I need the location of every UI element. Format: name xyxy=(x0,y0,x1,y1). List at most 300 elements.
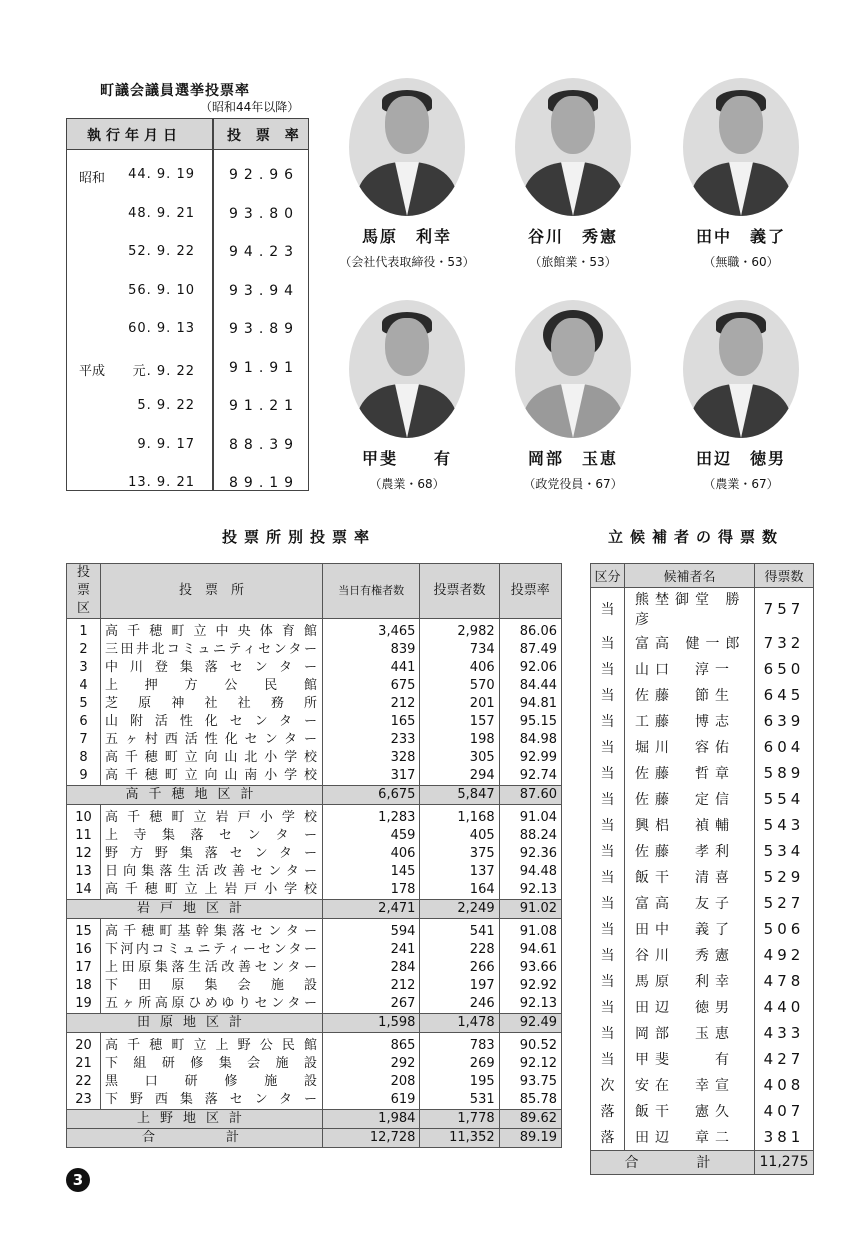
turnout-rate: 92.74 xyxy=(499,767,561,786)
voter-count: 305 xyxy=(420,749,499,767)
district-number: 13 xyxy=(67,863,101,881)
portrait-card xyxy=(498,300,648,492)
district-subtotal-label: 岩戸地区計 xyxy=(67,900,323,919)
turnout-rate: 93.94 xyxy=(229,282,300,299)
candidate-name: 富高 友子 xyxy=(625,890,755,916)
eligible-count: 241 xyxy=(323,941,420,959)
polling-place: 高千穂町立向山南小学校 xyxy=(101,767,323,786)
subtotal-rate: 92.49 xyxy=(499,1014,561,1033)
subtotal-rate: 87.60 xyxy=(499,786,561,805)
polling-place: 日向集落生活改善センター xyxy=(101,863,323,881)
candidate-name: 田辺 徳男 xyxy=(625,994,755,1020)
col-rate-header: 投 票 率 xyxy=(227,128,304,144)
candidate-votes: 639 xyxy=(755,708,814,734)
polling-place: 山附活性化センター xyxy=(101,713,323,731)
turnout-row xyxy=(67,398,308,418)
candidate-row xyxy=(591,994,814,1020)
turnout-date: 56. 9. 10 xyxy=(128,282,195,298)
voter-count: 541 xyxy=(420,919,499,942)
polling-place: 三田井北コミュニティセンター xyxy=(101,641,323,659)
voter-count: 198 xyxy=(420,731,499,749)
polling-row xyxy=(67,977,562,995)
polling-row xyxy=(67,805,562,828)
turnout-date: 5. 9. 22 xyxy=(137,398,195,413)
polling-row xyxy=(67,1073,562,1091)
candidate-row xyxy=(591,916,814,942)
election-result: 当 xyxy=(591,994,625,1020)
portrait-info: （会社代表取締役・53） xyxy=(339,255,475,269)
polling-row xyxy=(67,919,562,942)
polling-total-row xyxy=(67,1129,562,1148)
candidate-name: 岡部 玉恵 xyxy=(625,1020,755,1046)
col-eligible: 当日有権者数 xyxy=(323,564,420,619)
eligible-count: 839 xyxy=(323,641,420,659)
polling-place: 芝原神社社務所 xyxy=(101,695,323,713)
portrait-name: 田中 義了 xyxy=(695,227,786,246)
turnout-rate: 93.75 xyxy=(499,1073,561,1091)
portrait-card xyxy=(332,78,482,270)
turnout-rate: 85.78 xyxy=(499,1091,561,1110)
polling-place: 下野西集落センター xyxy=(101,1091,323,1110)
polling-row xyxy=(67,731,562,749)
col-voters: 投票者数 xyxy=(420,564,499,619)
candidate-name: 安在 幸宣 xyxy=(625,1072,755,1098)
subtotal-eligible: 1,598 xyxy=(323,1014,420,1033)
election-result: 次 xyxy=(591,1072,625,1098)
candidate-votes: 492 xyxy=(755,942,814,968)
candidate-votes: 589 xyxy=(755,760,814,786)
portrait-info: （農業・68） xyxy=(369,477,445,491)
district-number: 12 xyxy=(67,845,101,863)
col-votes: 得票数 xyxy=(755,564,814,588)
turnout-rate: 91.08 xyxy=(499,919,561,942)
portrait-photo xyxy=(683,300,799,438)
turnout-rate: 92.36 xyxy=(499,845,561,863)
subtotal-eligible: 6,675 xyxy=(323,786,420,805)
turnout-rate: 89.19 xyxy=(229,475,300,491)
page-number: 3 xyxy=(66,1168,90,1192)
polling-row xyxy=(67,677,562,695)
polling-place: 黒口研修施設 xyxy=(101,1073,323,1091)
candidate-votes: 543 xyxy=(755,812,814,838)
turnout-rate: 94.61 xyxy=(499,941,561,959)
turnout-rate: 94.81 xyxy=(499,695,561,713)
voter-count: 1,168 xyxy=(420,805,499,828)
turnout-row xyxy=(67,360,308,380)
portrait-card xyxy=(332,300,482,492)
polling-row xyxy=(67,619,562,642)
eligible-count: 145 xyxy=(323,863,420,881)
turnout-row xyxy=(67,167,308,187)
portrait-info: （旅館業・53） xyxy=(529,255,617,269)
candidate-name: 堀川 容佑 xyxy=(625,734,755,760)
polling-row xyxy=(67,767,562,786)
election-result: 当 xyxy=(591,942,625,968)
voter-count: 137 xyxy=(420,863,499,881)
turnout-date: 13. 9. 21 xyxy=(128,475,195,490)
district-number: 18 xyxy=(67,977,101,995)
district-number: 1 xyxy=(67,619,101,642)
candidate-votes: 478 xyxy=(755,968,814,994)
district-subtotal-label: 田原地区計 xyxy=(67,1014,323,1033)
district-subtotal-row xyxy=(67,900,562,919)
voter-count: 269 xyxy=(420,1055,499,1073)
eligible-count: 406 xyxy=(323,845,420,863)
polling-row xyxy=(67,659,562,677)
district-number: 5 xyxy=(67,695,101,713)
candidate-votes-table xyxy=(590,563,814,1175)
turnout-row xyxy=(67,244,308,264)
total-eligible: 12,728 xyxy=(323,1129,420,1148)
voter-count: 531 xyxy=(420,1091,499,1110)
candidate-name: 甲斐 有 xyxy=(625,1046,755,1072)
turnout-history-subtitle: （昭和44年以降） xyxy=(200,100,300,114)
eligible-count: 619 xyxy=(323,1091,420,1110)
candidate-votes: 433 xyxy=(755,1020,814,1046)
district-subtotal-label: 上野地区計 xyxy=(67,1110,323,1129)
subtotal-eligible: 1,984 xyxy=(323,1110,420,1129)
voter-count: 783 xyxy=(420,1033,499,1056)
polling-row xyxy=(67,695,562,713)
election-result: 当 xyxy=(591,838,625,864)
district-number: 15 xyxy=(67,919,101,942)
candidate-row xyxy=(591,656,814,682)
candidate-name: 佐藤 哲章 xyxy=(625,760,755,786)
voter-count: 195 xyxy=(420,1073,499,1091)
portrait-card xyxy=(666,78,816,270)
district-number: 7 xyxy=(67,731,101,749)
polling-place: 上田原集落生活改善センター xyxy=(101,959,323,977)
turnout-row xyxy=(67,475,308,495)
candidate-name: 興梠 禎輔 xyxy=(625,812,755,838)
turnout-rate: 92.13 xyxy=(499,881,561,900)
total-rate: 89.19 xyxy=(499,1129,561,1148)
candidate-votes: 527 xyxy=(755,890,814,916)
portrait-name: 岡部 玉恵 xyxy=(527,449,618,468)
turnout-history-table xyxy=(66,118,309,491)
portrait-name: 馬原 利幸 xyxy=(361,227,452,246)
candidate-votes: 757 xyxy=(755,588,814,631)
eligible-count: 675 xyxy=(323,677,420,695)
turnout-rate: 92.92 xyxy=(499,977,561,995)
voter-count: 197 xyxy=(420,977,499,995)
voter-count: 246 xyxy=(420,995,499,1014)
eligible-count: 865 xyxy=(323,1033,420,1056)
portrait-info: （無職・60） xyxy=(703,255,779,269)
election-result: 落 xyxy=(591,1124,625,1150)
candidate-votes: 408 xyxy=(755,1072,814,1098)
col-district: 投票区 xyxy=(67,564,101,619)
portrait-card xyxy=(498,78,648,270)
eligible-count: 317 xyxy=(323,767,420,786)
candidate-row xyxy=(591,708,814,734)
portrait-name: 谷川 秀憲 xyxy=(527,227,618,246)
polling-row xyxy=(67,995,562,1014)
candidate-row xyxy=(591,1124,814,1150)
eligible-count: 267 xyxy=(323,995,420,1014)
candidate-name: 田辺 章二 xyxy=(625,1124,755,1150)
district-number: 20 xyxy=(67,1033,101,1056)
election-result: 当 xyxy=(591,630,625,656)
subtotal-rate: 89.62 xyxy=(499,1110,561,1129)
voter-count: 405 xyxy=(420,827,499,845)
candidate-row xyxy=(591,812,814,838)
turnout-rate: 91.21 xyxy=(229,398,300,414)
portrait-info: （政党役員・67） xyxy=(523,477,623,491)
district-number: 10 xyxy=(67,805,101,828)
election-result: 当 xyxy=(591,864,625,890)
candidate-votes: 554 xyxy=(755,786,814,812)
turnout-date: 60. 9. 13 xyxy=(128,321,195,336)
district-number: 19 xyxy=(67,995,101,1014)
candidate-name: 飯干 清喜 xyxy=(625,864,755,890)
candidate-votes: 732 xyxy=(755,630,814,656)
turnout-rate: 92.06 xyxy=(499,659,561,677)
portrait-photo xyxy=(349,78,465,216)
turnout-date: 52. 9. 22 xyxy=(128,244,195,259)
eligible-count: 212 xyxy=(323,695,420,713)
polling-place: 上寺集落センター xyxy=(101,827,323,845)
election-result: 当 xyxy=(591,1046,625,1072)
voter-count: 406 xyxy=(420,659,499,677)
turnout-rate: 95.15 xyxy=(499,713,561,731)
candidate-row xyxy=(591,1072,814,1098)
polling-place: 高千穂町立岩戸小学校 xyxy=(101,805,323,828)
eligible-count: 208 xyxy=(323,1073,420,1091)
subtotal-rate: 91.02 xyxy=(499,900,561,919)
eligible-count: 178 xyxy=(323,881,420,900)
subtotal-eligible: 2,471 xyxy=(323,900,420,919)
portrait-photo xyxy=(515,78,631,216)
election-result: 当 xyxy=(591,682,625,708)
turnout-date: 48. 9. 21 xyxy=(128,205,195,221)
turnout-rate: 87.49 xyxy=(499,641,561,659)
turnout-history-header xyxy=(67,119,308,150)
col-rate: 投票率 xyxy=(499,564,561,619)
voter-count: 734 xyxy=(420,641,499,659)
election-result: 当 xyxy=(591,1020,625,1046)
election-result: 当 xyxy=(591,708,625,734)
candidate-row xyxy=(591,682,814,708)
subtotal-voters: 1,478 xyxy=(420,1014,499,1033)
polling-row xyxy=(67,827,562,845)
col-place: 投 票 所 xyxy=(101,564,323,619)
candidate-name: 佐藤 節生 xyxy=(625,682,755,708)
candidate-name: 山口 淳一 xyxy=(625,656,755,682)
polling-total-label: 合 計 xyxy=(67,1129,323,1148)
eligible-count: 328 xyxy=(323,749,420,767)
district-number: 14 xyxy=(67,881,101,900)
subtotal-voters: 1,778 xyxy=(420,1110,499,1129)
turnout-rate: 90.52 xyxy=(499,1033,561,1056)
candidate-row xyxy=(591,1098,814,1124)
candidate-total-votes: 11,275 xyxy=(755,1150,814,1174)
district-number: 2 xyxy=(67,641,101,659)
election-result: 当 xyxy=(591,968,625,994)
election-result: 当 xyxy=(591,786,625,812)
candidate-votes: 407 xyxy=(755,1098,814,1124)
polling-title: 投票所別投票率 xyxy=(222,528,377,546)
turnout-date: 元. 9. 22 xyxy=(132,363,195,379)
polling-row xyxy=(67,713,562,731)
polling-place: 中川登集落センター xyxy=(101,659,323,677)
turnout-rate: 88.24 xyxy=(499,827,561,845)
turnout-rate: 92.99 xyxy=(499,749,561,767)
turnout-rate: 84.98 xyxy=(499,731,561,749)
turnout-rate: 92.13 xyxy=(499,995,561,1014)
portrait-photo xyxy=(683,78,799,216)
eligible-count: 212 xyxy=(323,977,420,995)
eligible-count: 459 xyxy=(323,827,420,845)
turnout-rate: 84.44 xyxy=(499,677,561,695)
voter-count: 157 xyxy=(420,713,499,731)
polling-place: 高千穂町立向山北小学校 xyxy=(101,749,323,767)
polling-row xyxy=(67,959,562,977)
election-result: 当 xyxy=(591,916,625,942)
turnout-rate: 91.04 xyxy=(499,805,561,828)
candidate-total-row xyxy=(591,1150,814,1174)
candidate-name: 谷川 秀憲 xyxy=(625,942,755,968)
district-number: 17 xyxy=(67,959,101,977)
district-subtotal-row xyxy=(67,1110,562,1129)
turnout-rate: 91.91 xyxy=(229,359,300,376)
turnout-rate: 86.06 xyxy=(499,619,561,642)
eligible-count: 441 xyxy=(323,659,420,677)
candidate-votes: 427 xyxy=(755,1046,814,1072)
candidate-row xyxy=(591,942,814,968)
voter-count: 201 xyxy=(420,695,499,713)
candidate-votes: 529 xyxy=(755,864,814,890)
candidate-votes: 440 xyxy=(755,994,814,1020)
subtotal-voters: 2,249 xyxy=(420,900,499,919)
portrait-name: 甲斐 有 xyxy=(361,449,452,468)
turnout-rate: 93.80 xyxy=(229,205,300,222)
candidate-row xyxy=(591,588,814,631)
polling-place: 高千穂町立上岩戸小学校 xyxy=(101,881,323,900)
turnout-history-title: 町議会議員選挙投票率 xyxy=(100,83,250,99)
polling-row xyxy=(67,881,562,900)
turnout-row xyxy=(67,437,308,457)
turnout-row xyxy=(67,206,308,226)
district-number: 3 xyxy=(67,659,101,677)
candidate-row xyxy=(591,786,814,812)
portrait-name: 田辺 徳男 xyxy=(695,449,786,468)
turnout-rate: 92.96 xyxy=(229,167,300,183)
eligible-count: 3,465 xyxy=(323,619,420,642)
polling-row xyxy=(67,1055,562,1073)
turnout-row xyxy=(67,283,308,303)
polling-place: 高千穂町立中央体育館 xyxy=(101,619,323,642)
district-number: 21 xyxy=(67,1055,101,1073)
turnout-era: 平成 xyxy=(79,363,106,379)
turnout-rate: 93.89 xyxy=(229,321,300,337)
eligible-count: 284 xyxy=(323,959,420,977)
candidates-title: 立候補者の得票数 xyxy=(608,528,785,546)
turnout-row xyxy=(67,321,308,341)
election-result: 当 xyxy=(591,890,625,916)
candidate-votes: 604 xyxy=(755,734,814,760)
voter-count: 294 xyxy=(420,767,499,786)
candidate-name: 佐藤 定信 xyxy=(625,786,755,812)
eligible-count: 165 xyxy=(323,713,420,731)
candidate-row xyxy=(591,968,814,994)
polling-place: 上押方公民館 xyxy=(101,677,323,695)
candidate-row xyxy=(591,760,814,786)
portrait-card xyxy=(666,300,816,492)
eligible-count: 233 xyxy=(323,731,420,749)
turnout-date: 44. 9. 19 xyxy=(128,167,195,182)
polling-row xyxy=(67,941,562,959)
district-number: 22 xyxy=(67,1073,101,1091)
election-result: 当 xyxy=(591,760,625,786)
turnout-rate: 92.12 xyxy=(499,1055,561,1073)
portrait-photo xyxy=(515,300,631,438)
polling-place: 野方野集落センター xyxy=(101,845,323,863)
portrait-info: （農業・67） xyxy=(703,477,779,491)
polling-row xyxy=(67,749,562,767)
candidate-votes: 506 xyxy=(755,916,814,942)
candidate-name: 飯干 憲久 xyxy=(625,1098,755,1124)
district-number: 8 xyxy=(67,749,101,767)
district-number: 11 xyxy=(67,827,101,845)
candidate-votes: 650 xyxy=(755,656,814,682)
polling-place: 高千穂町基幹集落センター xyxy=(101,919,323,942)
candidate-row xyxy=(591,864,814,890)
election-result: 当 xyxy=(591,656,625,682)
turnout-rate: 94.23 xyxy=(229,244,300,260)
election-result: 当 xyxy=(591,812,625,838)
candidate-name: 熊埜御堂 勝彦 xyxy=(625,588,755,631)
polling-place: 高千穂町立上野公民館 xyxy=(101,1033,323,1056)
col-candidate: 候補者名 xyxy=(625,564,755,588)
voter-count: 164 xyxy=(420,881,499,900)
district-number: 6 xyxy=(67,713,101,731)
candidate-row xyxy=(591,1046,814,1072)
district-number: 4 xyxy=(67,677,101,695)
polling-station-table xyxy=(66,563,562,1148)
polling-row xyxy=(67,641,562,659)
col-result: 区分 xyxy=(591,564,625,588)
district-subtotal-row xyxy=(67,786,562,805)
eligible-count: 292 xyxy=(323,1055,420,1073)
election-result: 当 xyxy=(591,588,625,631)
col-date-header: 執行年月日 xyxy=(87,128,182,144)
polling-place: 下河内コミュニティーセンター xyxy=(101,941,323,959)
portrait-photo xyxy=(349,300,465,438)
polling-row xyxy=(67,1033,562,1056)
candidate-votes: 381 xyxy=(755,1124,814,1150)
district-subtotal-label: 高千穂地区計 xyxy=(67,786,323,805)
polling-place: 五ヶ村西活性化センター xyxy=(101,731,323,749)
candidate-row xyxy=(591,890,814,916)
turnout-era: 昭和 xyxy=(79,171,106,186)
voter-count: 375 xyxy=(420,845,499,863)
total-voters: 11,352 xyxy=(420,1129,499,1148)
candidate-row xyxy=(591,838,814,864)
district-number: 16 xyxy=(67,941,101,959)
turnout-rate: 88.39 xyxy=(229,436,300,453)
subtotal-voters: 5,847 xyxy=(420,786,499,805)
turnout-date: 9. 9. 17 xyxy=(137,436,195,452)
polling-place: 下組研修集会施設 xyxy=(101,1055,323,1073)
eligible-count: 1,283 xyxy=(323,805,420,828)
candidate-name: 富高 健一郎 xyxy=(625,630,755,656)
polling-row xyxy=(67,863,562,881)
eligible-count: 594 xyxy=(323,919,420,942)
candidate-total-label: 合 計 xyxy=(591,1150,755,1174)
polling-row xyxy=(67,845,562,863)
election-result: 落 xyxy=(591,1098,625,1124)
